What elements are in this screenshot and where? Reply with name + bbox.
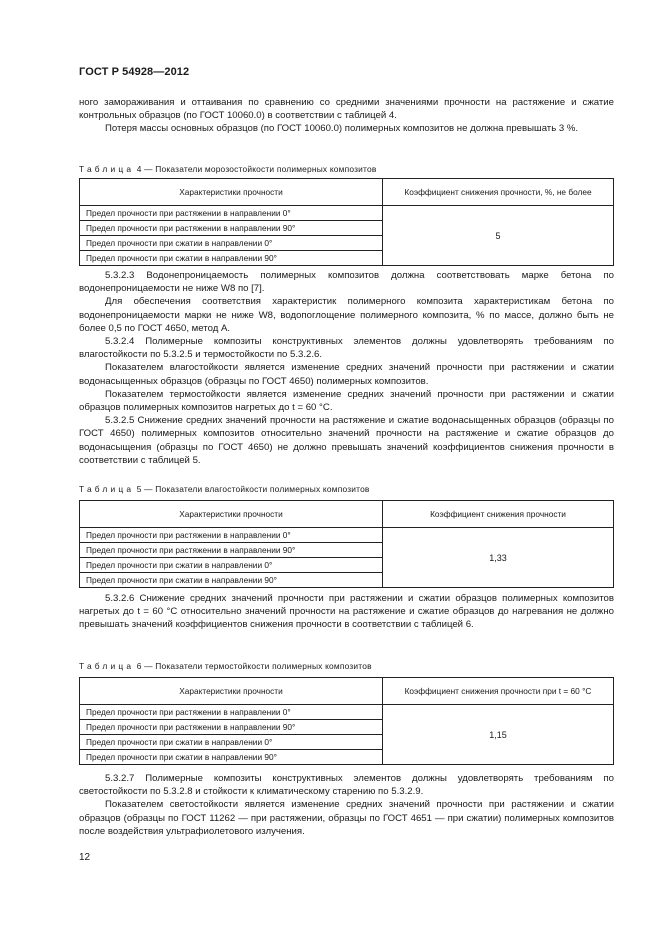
- table-cell: Предел прочности при растяжении в направлении 0°: [80, 206, 383, 221]
- column-header: Коэффициент снижения прочности при t = 60 °С: [383, 678, 614, 705]
- paragraph: Показателем влагостойкости является изменение средних значений прочности при растяжении и сжатии водонасыщенных образцов (образцы по ГОСТ 4650) полимерных композитов.: [79, 362, 614, 387]
- table-cell: Предел прочности при сжатии в направлении 0°: [80, 735, 383, 750]
- column-header: Коэффициент снижения прочности, %, не более: [383, 179, 614, 206]
- body-text-5327: [79, 772, 614, 838]
- table-number: 6: [136, 661, 142, 671]
- table-label: Таблица: [79, 484, 135, 494]
- table-cell: Предел прочности при сжатии в направлении 90°: [80, 573, 383, 588]
- table-cell: Предел прочности при сжатии в направлении 0°: [80, 558, 383, 573]
- paragraph: 5.3.2.5 Снижение средних значений прочности на растяжение и сжатие водонасыщенных образцов (образцы по ГОСТ 4650) полимерных композитов относительно значений прочности на растяжение и сжатие образцов до водонасыщения (образцы по ГОСТ 4650) не должно превышать значений коэффициентов снижения прочности в соответствии с таблицей 5.: [79, 415, 614, 466]
- table-cell: Предел прочности при сжатии в направлении 90°: [80, 251, 383, 266]
- table-title: — Показатели морозостойкости полимерных композитов: [144, 164, 377, 174]
- intro-text: [79, 96, 614, 136]
- table-cell: Предел прочности при сжатии в направлении 90°: [80, 750, 383, 765]
- table-4-caption: [79, 164, 376, 174]
- column-header: Характеристики прочности: [80, 678, 383, 705]
- table-cell: Предел прочности при сжатии в направлении 0°: [80, 236, 383, 251]
- table-number: 4: [136, 164, 142, 174]
- paragraph: 5.3.2.3 Водонепроницаемость полимерных композитов должна соответствовать марке бетона по водонепроницаемости не ниже W8 по [7].: [79, 270, 614, 295]
- table-5: [79, 500, 614, 588]
- table-value-cell: 1,15: [383, 705, 614, 765]
- table-number: 5: [136, 484, 142, 494]
- body-text-5323: [79, 269, 614, 467]
- paragraph: Для обеспечения соответствия характеристик полимерного композита характеристикам бетона по водонепроницаемости марки не ниже W8, водопоглощение полимерного композита, % по массе, должно быть не более 0,5 по ГОСТ 4650, метод А.: [79, 296, 614, 334]
- column-header: Характеристики прочности: [80, 501, 383, 528]
- table-value-cell: 1,33: [383, 528, 614, 588]
- table-cell: Предел прочности при растяжении в направлении 0°: [80, 705, 383, 720]
- table-cell: Предел прочности при растяжении в направлении 0°: [80, 528, 383, 543]
- table-label: Таблица: [79, 164, 135, 174]
- paragraph: Показателем термостойкости является изменение средних значений прочности при растяжении и сжатии образцов полимерных композитов нагретых до t = 60 °C.: [79, 388, 614, 414]
- page-number: 12: [79, 852, 91, 863]
- paragraph: 5.3.2.7 Полимерные композиты конструктивных элементов должны удовлетворять требованиям по светостойкости по 5.3.2.8 и стойкости к климатическому старению по 5.3.2.9.: [79, 773, 614, 798]
- table-cell: Предел прочности при растяжении в направлении 90°: [80, 221, 383, 236]
- paragraph: Показателем светостойкости является изменение средних значений прочности при растяжении и сжатии образцов (образцы по ГОСТ 11262 — при растяжении, образцы по ГОСТ 4651 — при сжатии) полимерных композитов после воздействия ультрафиолетового излучения.: [79, 799, 614, 837]
- table-title: — Показатели термостойкости полимерных композитов: [144, 661, 372, 671]
- table-value-cell: 5: [383, 206, 614, 266]
- table-6-caption: [79, 661, 372, 671]
- paragraph: ного замораживания и оттаивания по сравнению со средними значениями прочности на растяжение и сжатие контрольных образцов (по ГОСТ 10060.0) в соответствии с таблицей 4.: [79, 97, 614, 122]
- table-title: — Показатели влагостойкости полимерных композитов: [144, 484, 370, 494]
- table-4: [79, 178, 614, 266]
- document-header: ГОСТ Р 54928—2012: [79, 66, 190, 78]
- paragraph: Потеря массы основных образцов (по ГОСТ 10060.0) полимерных композитов не должна превышать 3 %.: [105, 123, 579, 135]
- paragraph: 5.3.2.4 Полимерные композиты конструктивных элементов должны удовлетворять требованиям по влагостойкости по 5.3.2.5 и термостойкости по 5.3.2.6.: [79, 336, 614, 361]
- column-header: Коэффициент снижения прочности: [383, 501, 614, 528]
- table-cell: Предел прочности при растяжении в направлении 90°: [80, 543, 383, 558]
- table-5-caption: [79, 484, 370, 494]
- paragraph: 5.3.2.6 Снижение средних значений прочности при растяжении и сжатии образцов полимерных композитов нагретых до t = 60 °С относительно значений прочности на растяжение и сжатие образцов до нагревания не должно превышать значений коэффициентов снижения прочности в соответствии с таблицей 6.: [79, 593, 614, 631]
- table-label: Таблица: [79, 661, 135, 671]
- table-cell: Предел прочности при растяжении в направлении 90°: [80, 720, 383, 735]
- body-text-5326: [79, 592, 614, 632]
- column-header: Характеристики прочности: [80, 179, 383, 206]
- table-6: [79, 677, 614, 765]
